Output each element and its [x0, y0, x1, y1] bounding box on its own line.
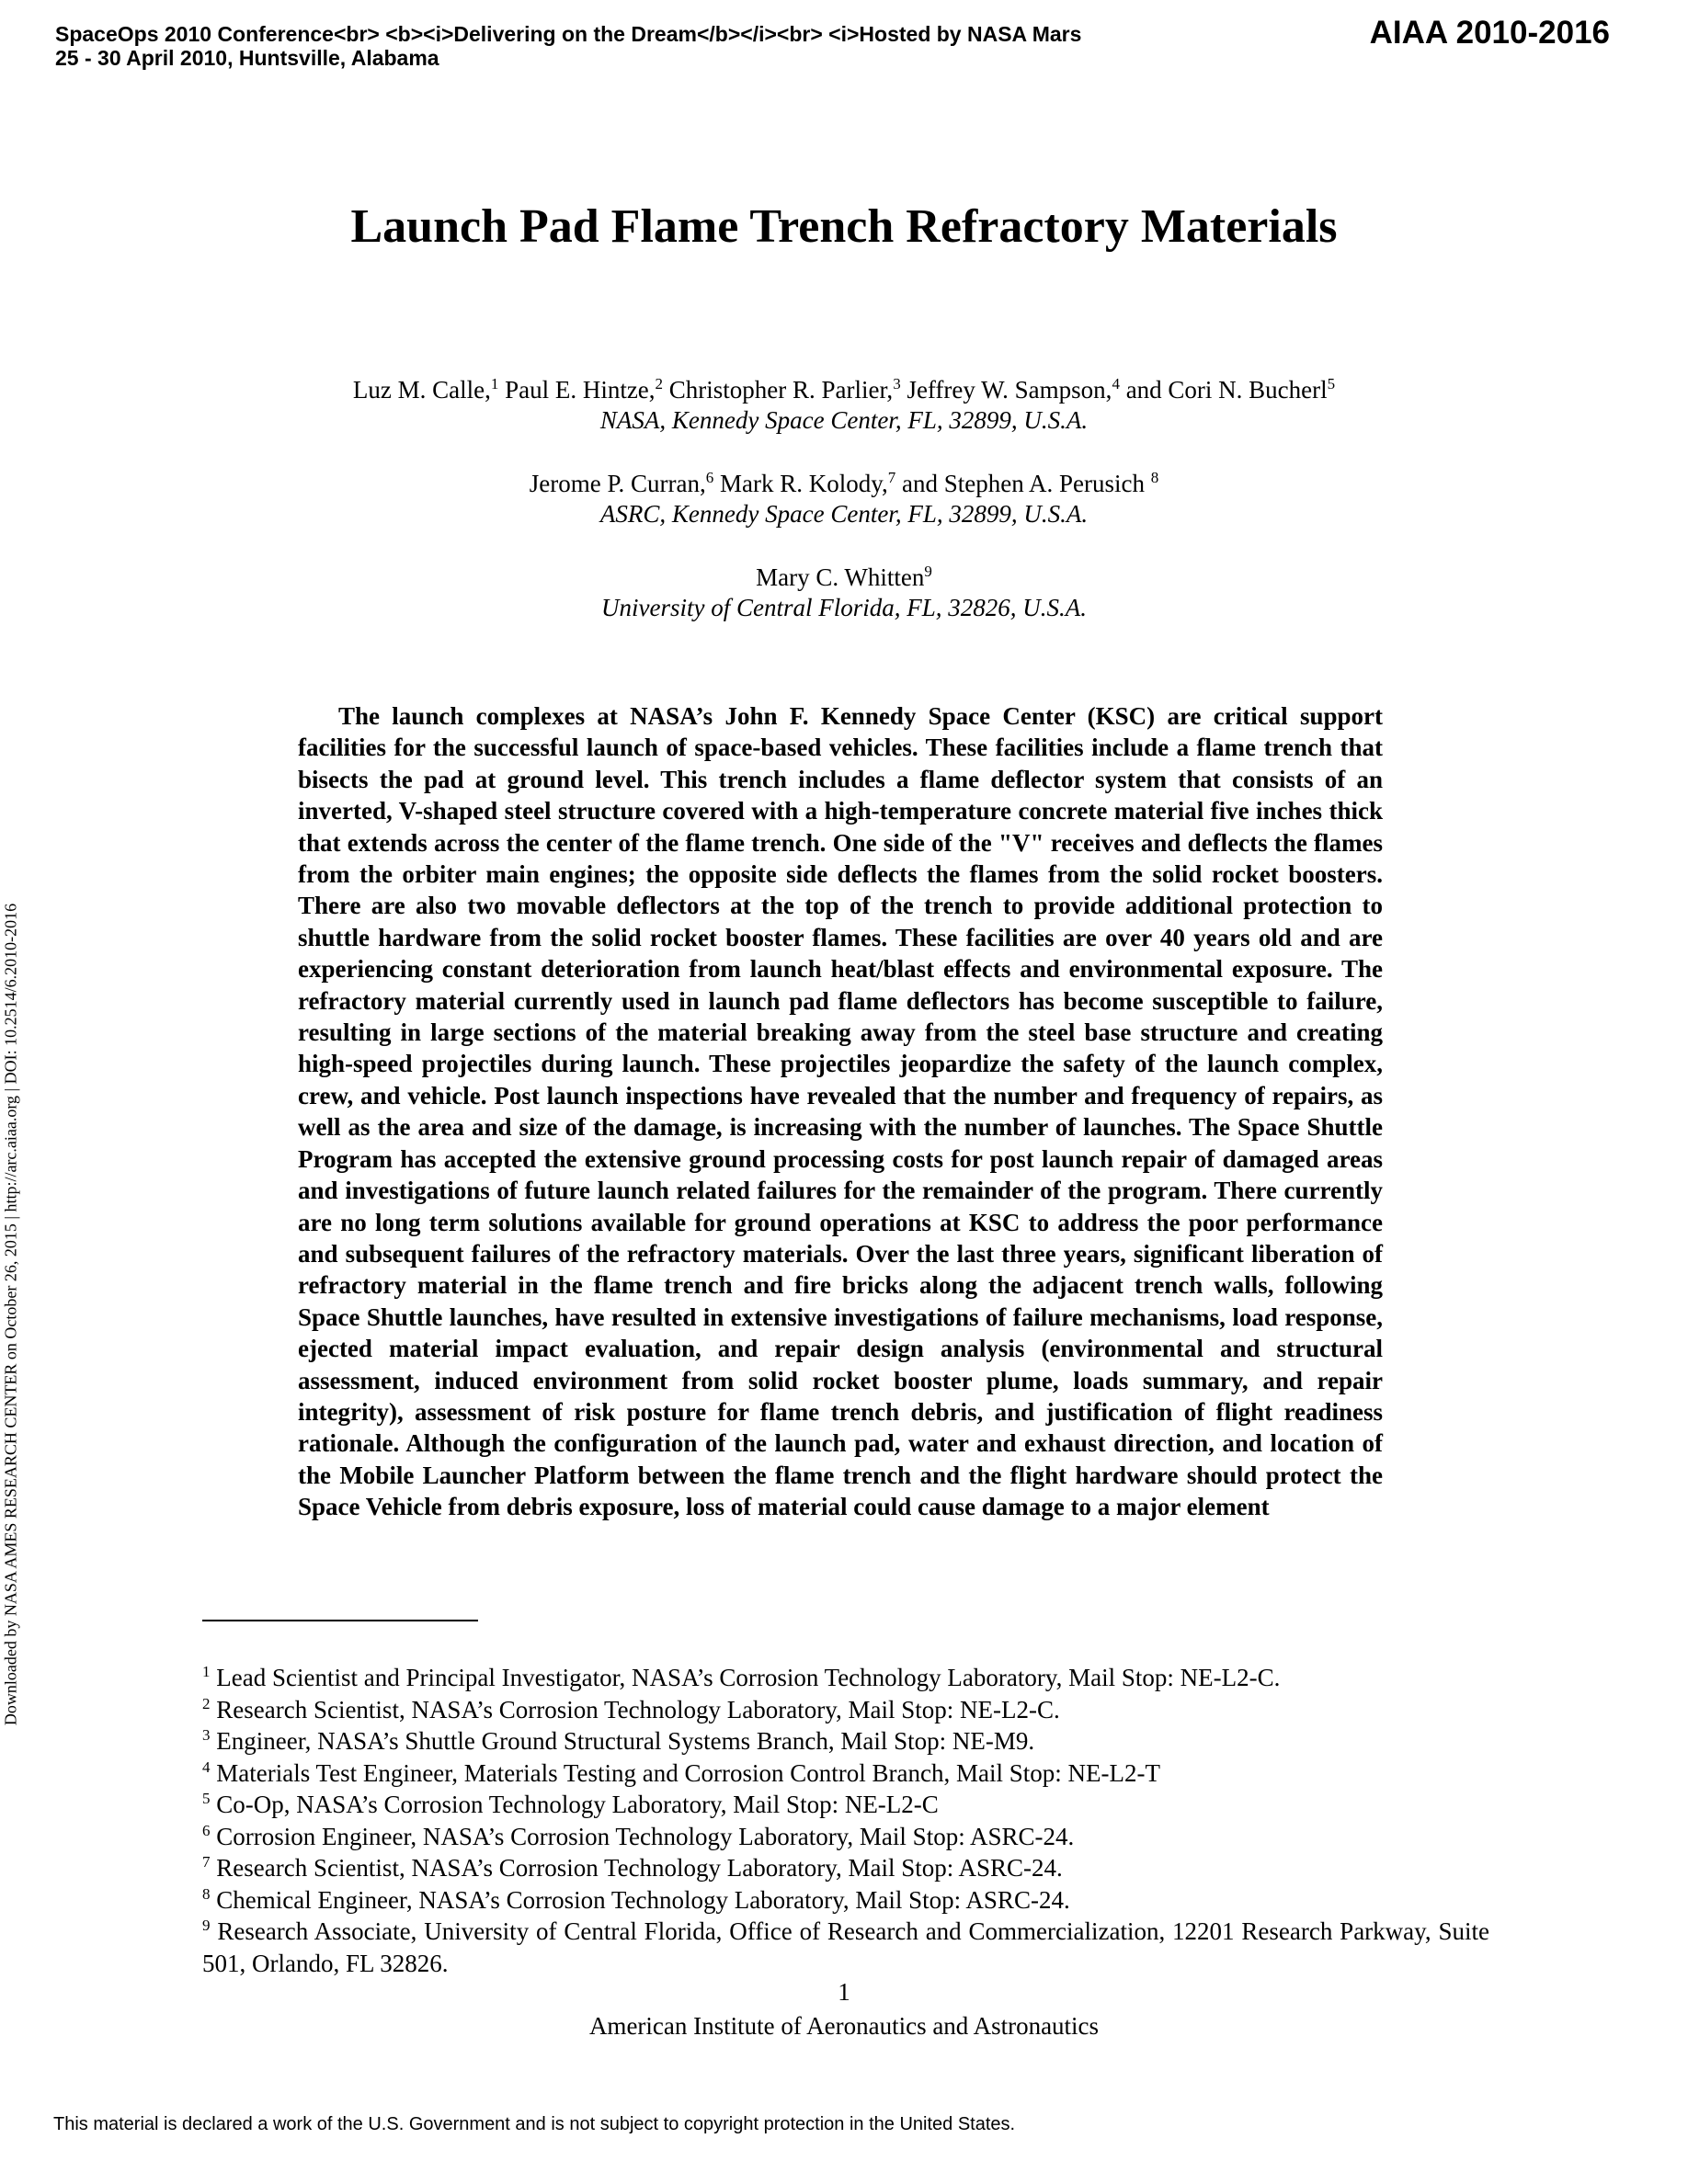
footnotes	[202, 1662, 1489, 1979]
download-side-note	[0, 903, 22, 1726]
footnote-text: Corrosion Engineer, NASA’s Corrosion Technology Laboratory, Mail Stop: ASRC-24.	[210, 1822, 1075, 1850]
footnote-number: 4	[202, 1757, 211, 1776]
footnote	[202, 1821, 1489, 1853]
author-name: Mary C. Whitten	[756, 563, 925, 591]
author-name: and Stephen A. Perusich	[895, 470, 1151, 497]
author-name: Christopher R. Parlier,	[663, 376, 894, 404]
author-footnote-mark: 4	[1112, 375, 1120, 392]
author-affiliation: ASRC, Kennedy Space Center, FL, 32899, U.S.A.	[599, 500, 1089, 528]
author-name: Luz M. Calle,	[352, 376, 491, 404]
author-footnote-mark: 7	[887, 469, 896, 486]
footnote-number: 1	[202, 1663, 211, 1680]
footnote-text: Lead Scientist and Principal Investigator, NASA’s Corrosion Technology Laboratory, Mail Stop: NE-L2-C.	[210, 1664, 1281, 1691]
abstract: The launch complexes at NASA’s John F. Kennedy Space Center (KSC) are critical support facilities for the successful launch of space-based vehicles. These facilities include a flame trench that bisects the pad at ground level. This trench includes a flame deflector system that consists of an inverted, V-shaped steel structure covered with a high-temperature concrete material five inches thick that extends across the center of the flame trench. One side of the "V" receives and deflects the flames from the orbiter main engines; the opposite side deflects the flames from the solid rocket boosters. There are also two movable deflectors at the top of the trench to provide additional protection to shuttle hardware from the solid rocket booster flames. These facilities are over 40 years old and are experiencing constant deterioration from launch heat/blast effects and environmental exposure. The refractory material currently used in launch pad flame deflectors has become susceptible to failure, resulting in large sections of the material breaking away from the steel base structure and creating high-speed projectiles during launch. These projectiles jeopardize the safety of the launch complex, crew, and vehicle. Post launch inspections have revealed that the number and frequency of repairs, as well as the area and size of the damage, is increasing with the number of launches. The Space Shuttle Program has accepted the extensive ground processing costs for post launch repair of damaged areas and investigations of future launch related failures for the remainder of the program. There currently are no long term solutions available for ground operations at KSC to address the poor performance and subsequent failures of the refractory materials. Over the last three years, significant liberation of refractory material in the flame trench and fire bricks along the adjacent trench walls, following Space Shuttle launches, have resulted in extensive investigations of failure mechanisms, load response, ejected material impact evaluation, and repair design analysis (environmental and structural assessment, induced environment from solid rocket booster plume, loads summary, and repair integrity), assessment of risk posture for flame trench debris, and justification of flight readiness rationale. Although the configuration of the launch pad, water and exhaust direction, and location of the Mobile Launcher Platform between the flame trench and the flight hardware should protect the Space Vehicle from debris exposure, loss of material could cause damage to a major element	[298, 702, 1383, 1521]
footnote-text: Materials Test Engineer, Materials Testing and Corrosion Control Branch, Mail Stop: NE-L2-T	[210, 1758, 1160, 1787]
footnote	[202, 1884, 1489, 1917]
journal-name: American Institute of Aeronautics and Astronautics	[588, 2012, 1100, 2040]
footnote-number: 6	[202, 1821, 211, 1839]
footnote	[202, 1725, 1489, 1757]
download-side-note-text: Downloaded by NASA AMES RESEARCH CENTER on October 26, 2015 | http://arc.aiaa.org | DOI: 10.2514/6.2010-2016	[1, 903, 20, 1726]
author-footnote-mark: 3	[893, 375, 901, 392]
footnote	[202, 1789, 1489, 1821]
author-name: Jerome P. Curran,	[529, 470, 706, 497]
author-names	[0, 563, 1688, 593]
author-name: Mark R. Kolody,	[713, 470, 888, 497]
footnote-number: 9	[202, 1917, 211, 1934]
footnote-number: 2	[202, 1694, 211, 1712]
author-affiliation: NASA, Kennedy Space Center, FL, 32899, U.S.A.	[599, 406, 1089, 434]
paper-id: AIAA 2010-2016	[1369, 15, 1610, 51]
footnote-text: Co-Op, NASA’s Corrosion Technology Laboratory, Mail Stop: NE-L2-C	[210, 1791, 939, 1818]
author-footnote-mark: 5	[1327, 375, 1336, 392]
footnote	[202, 1662, 1489, 1694]
footnote-text: Research Associate, University of Central Florida, Office of Research and Commercialization, 12201 Research Parkway, Suite 501, Orlando, FL 32826.	[202, 1917, 1489, 1977]
footnote-number: 3	[202, 1726, 211, 1744]
footnote	[202, 1852, 1489, 1884]
author-footnote-mark: 1	[490, 375, 499, 392]
author-block	[0, 375, 1688, 656]
copyright-notice: This material is declared a work of the U.S. Government and is not subject to copyright protection in the United States.	[53, 2114, 1016, 2134]
author-group	[0, 563, 1688, 623]
author-names	[0, 469, 1688, 499]
footnote	[202, 1757, 1489, 1790]
author-footnote-mark: 6	[705, 469, 714, 486]
footnote	[202, 1694, 1489, 1726]
footnote-number: 8	[202, 1884, 211, 1903]
paper-title: Launch Pad Flame Trench Refractory Materials	[350, 200, 1338, 253]
author-name: Jeffrey W. Sampson,	[900, 376, 1112, 404]
footnote-text: Research Scientist, NASA’s Corrosion Technology Laboratory, Mail Stop: NE-L2-C.	[210, 1695, 1060, 1723]
author-affiliation: University of Central Florida, FL, 32826, U.S.A.	[601, 594, 1087, 621]
footnote-text: Engineer, NASA’s Shuttle Ground Structural Systems Branch, Mail Stop: NE-M9.	[210, 1727, 1035, 1755]
footnote-number: 7	[202, 1853, 211, 1871]
author-name: and Cori N. Bucherl	[1119, 376, 1328, 404]
conference-line-1: SpaceOps 2010 Conference<br> <b><i>Delivering on the Dream</b></i><br> <i>Hosted by NASA Mars	[55, 22, 1082, 46]
footnote	[202, 1916, 1489, 1979]
footnote-text: Chemical Engineer, NASA’s Corrosion Technology Laboratory, Mail Stop: ASRC-24.	[210, 1885, 1070, 1914]
author-group	[0, 469, 1688, 529]
page-number: 1	[838, 1978, 850, 2006]
conference-header	[55, 22, 1081, 70]
footnote-number: 5	[202, 1790, 211, 1807]
author-footnote-mark: 8	[1150, 469, 1159, 486]
footnote-divider	[202, 1620, 478, 1621]
author-footnote-mark: 2	[655, 375, 664, 392]
conference-line-2: 25 - 30 April 2010, Huntsville, Alabama	[55, 46, 439, 70]
author-footnote-mark: 9	[924, 563, 932, 580]
author-name: Paul E. Hintze,	[498, 376, 656, 404]
footnote-text: Research Scientist, NASA’s Corrosion Technology Laboratory, Mail Stop: ASRC-24.	[210, 1854, 1063, 1882]
author-names	[0, 375, 1688, 405]
author-group	[0, 375, 1688, 436]
